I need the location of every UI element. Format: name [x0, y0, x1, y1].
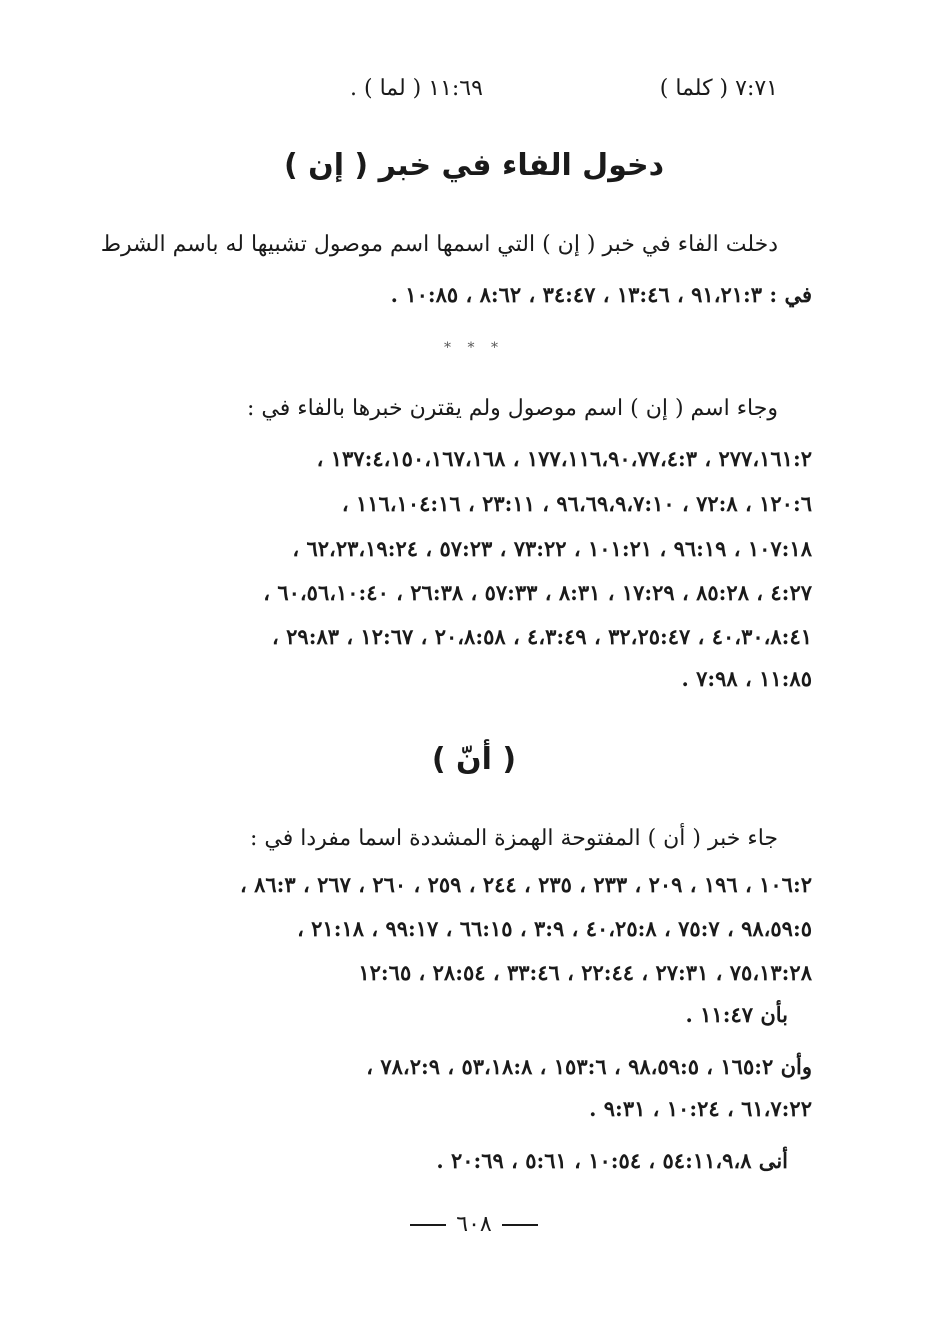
reference-line-baan: بأن ١١:٤٧ .: [685, 1002, 788, 1027]
reference-line: ١٠٧:١٨ ، ٩٦:١٩ ، ١٠١:٢١ ، ٧٣:٢٢ ، ٥٧:٢٣ ، ٦٢،٢٣،١٩:٢٤ ،: [292, 536, 812, 561]
paragraph-intro: جاء خبر ( أن ) المفتوحة الهمزة المشددة اسما مفردا في :: [249, 826, 778, 851]
reference-line: ٦١،٧:٢٢ ، ١٠:٢٤ ، ٩:٣١ .: [589, 1096, 812, 1121]
footer-dash: [410, 1224, 446, 1226]
reference-line-waan: وأن ١٦٥:٢ ، ٩٨،٥٩:٥ ، ١٥٣:٦ ، ٥٣،١٨:٨ ، ٧٨،٢:٩ ،: [366, 1054, 812, 1079]
reference-line: ٢٧٧،١٦١:٢ ، ١٧٧،١١٦،٩٠،٧٧،٤:٣ ، ١٣٧:٤،١٥٠،١٦٧،١٦٨ ،: [316, 446, 812, 471]
reference-line: ٩٨،٥٩:٥ ، ٧٥:٧ ، ٤٠،٢٥:٨ ، ٣:٩ ، ٦٦:١٥ ، ٩٩:١٧ ، ٢١:١٨ ،: [297, 916, 812, 941]
reference-line-anna: أنى ٥٤:١١،٩،٨ ، ١٠:٥٤ ، ٥:٦١ ، ٢٠:٦٩ .: [436, 1148, 788, 1173]
footer-dash: [502, 1224, 538, 1226]
reference-line: ١٠٦:٢ ، ١٩٦ ، ٢٠٩ ، ٢٣٣ ، ٢٣٥ ، ٢٤٤ ، ٢٥٩ ، ٢٦٠ ، ٢٦٧ ، ٨٦:٣ ،: [240, 872, 812, 897]
paragraph-line: دخلت الفاء في خبر ( إن ) التي اسمها اسم موصول تشبيها له باسم الشرط: [100, 232, 778, 257]
section-heading-anna: ( أنّ ): [431, 742, 517, 777]
reference-line: ٤٠،٣٠،٨:٤١ ، ٣٢،٢٥:٤٧ ، ٤،٣:٤٩ ، ٢٠،٨:٥٨ ، ١٢:٦٧ ، ٢٩:٨٣ ،: [272, 624, 812, 649]
reference-line: ١٢٠:٦ ، ٧٢:٨ ، ٩٦،٦٩،٩،٧:١٠ ، ٢٣:١١ ، ١١٦،١٠٤:١٦ ،: [341, 491, 812, 516]
reference-line: ٧٥،١٣:٢٨ ، ٢٧:٣١ ، ٢٢:٤٤ ، ٣٣:٤٦ ، ٢٨:٥٤ ، ١٢:٦٥: [358, 960, 812, 985]
page-number: ٦٠٨: [456, 1212, 492, 1237]
section-heading-fa-in-khabar-inna: دخول الفاء في خبر ( إن ): [283, 148, 665, 183]
page-footer: [0, 1212, 948, 1237]
reference-line: ٤:٢٧ ، ٨٥:٢٨ ، ١٧:٢٩ ، ٨:٣١ ، ٥٧:٣٣ ، ٢٦:٣٨ ، ٦٠،٥٦،١٠:٤٠ ،: [263, 580, 812, 605]
header-right-ref: ٧:٧١ ( كلما ): [659, 76, 778, 101]
reference-line: في : ٩١،٢١:٣ ، ١٣:٤٦ ، ٣٤:٤٧ ، ٨:٦٢ ، ١٠:٨٥ .: [390, 282, 812, 307]
section-separator: * * *: [444, 340, 504, 356]
paragraph-intro: وجاء اسم ( إن ) اسم موصول ولم يقترن خبرها بالفاء في :: [247, 396, 778, 421]
header-left-ref: ١١:٦٩ ( لما ) .: [350, 76, 483, 101]
reference-line: ١١:٨٥ ، ٧:٩٨ .: [681, 666, 812, 691]
